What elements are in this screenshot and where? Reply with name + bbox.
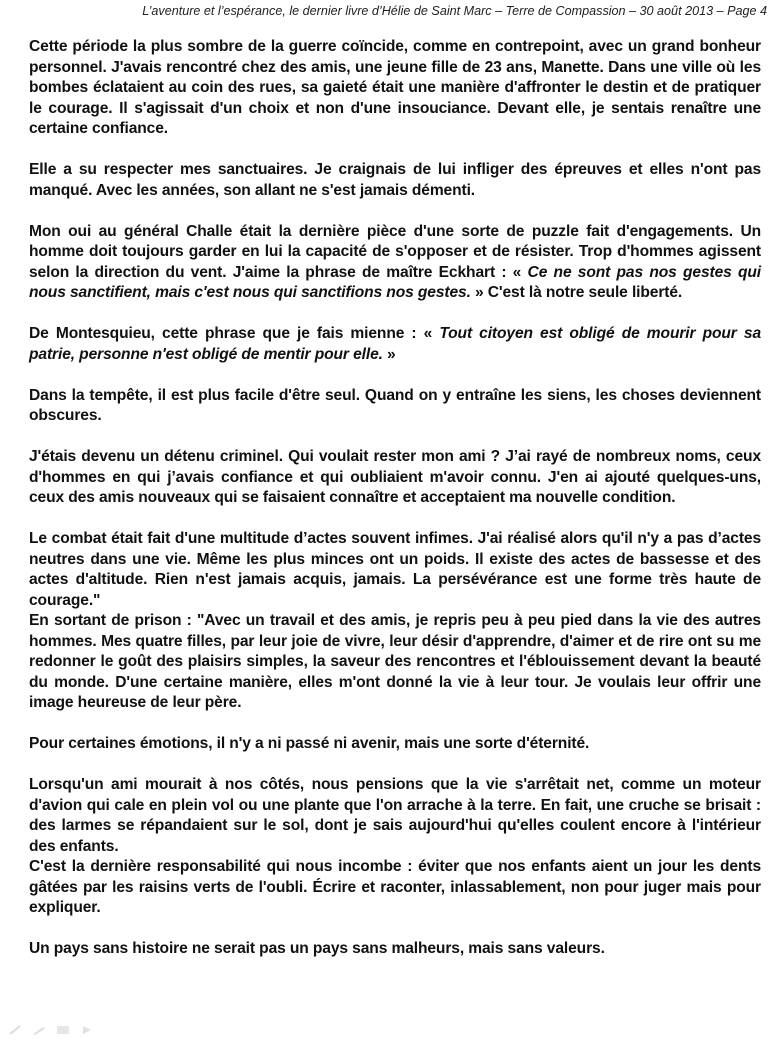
pen-icon[interactable] xyxy=(32,1022,46,1032)
paragraph: Elle a su respecter mes sanctuaires. Je craignais de lui infliger des épreuves et elles n'ont pas manqué. Avec les années, son allant ne s'est jamais démenti. xyxy=(29,161,761,199)
italic-quote: Tout citoyen est obligé de mourir pour sa patrie, personne n'est obligé de mentir pour elle. xyxy=(29,325,761,363)
italic-quote: Ce ne sont pas nos gestes qui nous sanctifient, mais c'est nous qui sanctifions nos gestes. xyxy=(29,263,761,301)
paragraph-text: » xyxy=(382,345,396,363)
paragraph: Lorsqu'un ami mourait à nos côtés, nous pensions que la vie s'arrêtait net, comme un moteur d'avion qui cale en plein vol ou une plante que l'on arrache à la terre. En fait, une cruche se brisait : des larmes se répandaient sur le sol, dont je sais aujourd'hui qu'elles coulent encore à l'intérieur des enfants. xyxy=(29,776,761,855)
paragraph-text: » C'est là notre seule liberté. xyxy=(470,284,683,301)
paragraph: Cette période la plus sombre de la guerre coïncide, comme en contrepoint, avec un grand bonheur personnel. J'avais rencontré chez des amis, une jeune fille de 23 ans, Manette. Dans une ville où les bombes éclataient au coin des rues, sa gaieté était une manière d'affronter le destin et de pratiquer le courage. Il s'agissait d'un choix et non d'une insouciance. Devant elle, je sentais renaître une certaine confiance. xyxy=(29,38,761,137)
paragraph: C'est la dernière responsabilité qui nous incombe : éviter que nos enfants aient un jour les dents gâtées par les raisins verts de l'oubli. Écrire et raconter, inlassablement, non pour juger mais pour expliquer. xyxy=(29,858,761,916)
paragraph-with-quote xyxy=(29,222,761,304)
paragraph-text: Mon oui au général Challe était la dernière pièce d'une sorte de puzzle fait d'engagements. Un homme doit toujours garder en lui la capacité de s'opposer et de résister. Trop d'hommes agissent selon la direction du vent. J'aime la phrase de maître Eckhart : « xyxy=(29,222,761,281)
paragraph: Le combat était fait d'une multitude d’actes souvent infimes. J'ai réalisé alors qu'il n'y a pas d’actes neutres dans une vie. Même les plus minces ont un poids. Il existe des actes de bassesse et des actes d'altitude. Rien n'est jamais acquis, jamais. La persévérance est une forme très haute de courage." xyxy=(29,530,761,609)
menu-icon[interactable] xyxy=(56,1022,70,1032)
paragraph: Pour certaines émotions, il n'y a ni passé ni avenir, mais une sorte d'éternité. xyxy=(29,735,590,752)
document-body xyxy=(29,37,761,980)
paragraph: Dans la tempête, il est plus facile d'être seul. Quand on y entraîne les siens, les choses deviennent obscures. xyxy=(29,386,761,424)
next-icon[interactable] xyxy=(80,1022,94,1032)
paragraph-with-quote xyxy=(29,324,761,365)
paragraph-text: De Montesquieu, cette phrase que je fais mienne : « xyxy=(29,325,440,342)
arrow-icon[interactable] xyxy=(8,1022,22,1032)
paragraph: En sortant de prison : "Avec un travail et des amis, je repris peu à peu pied dans la vie des autres hommes. Mes quatre filles, par leur joie de vivre, leur désir d'apprendre, d'aimer et de rire ont su me redonner le goût des plaisirs simples, la saveur des rencontres et l'éblouissement devant la beauté du monde. D'une certaine manière, elles m'ont donné la vie à leur tour. Je voulais leur offrir une image heureuse de leur père. xyxy=(29,612,761,711)
page-header: L’aventure et l’espérance, le dernier livre d’Hélie de Saint Marc – Terre de Compassion – 30 août 2013 – Page 4 xyxy=(142,4,767,18)
paragraph: Un pays sans histoire ne serait pas un pays sans malheurs, mais sans valeurs. xyxy=(29,940,605,957)
slide-nav-toolbar xyxy=(8,1020,94,1032)
paragraph: J'étais devenu un détenu criminel. Qui voulait rester mon ami ? J’ai rayé de nombreux noms, ceux d'hommes en qui j’avais confiance et qui oubliaient m'avoir connu. J'en ai ajouté quelques-uns, ceux des amis nouveaux qui se faisaient connaître et acceptaient ma nouvelle condition. xyxy=(29,448,761,506)
